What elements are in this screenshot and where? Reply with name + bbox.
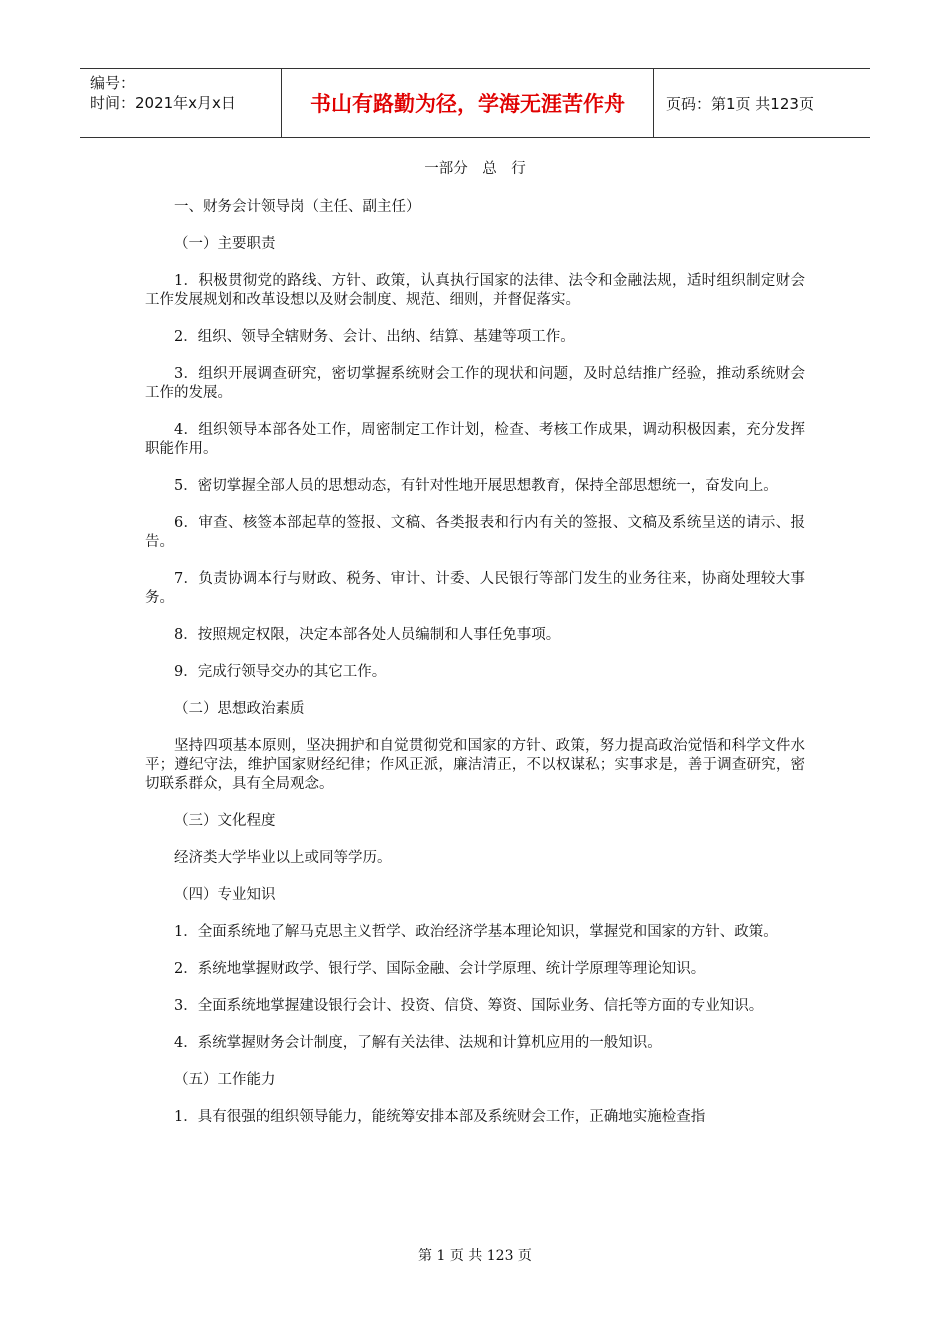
header-page-info: 页码：第1页 共123页 bbox=[666, 94, 814, 113]
document-number-label: 编号： bbox=[90, 74, 136, 92]
duty-item: 1．积极贯彻党的路线、方针、政策，认真执行国家的法律、法令和金融法规，适时组织制定财会工作发展规划和改革设想以及财会制度、规范、细则，并督促落实。 bbox=[145, 273, 805, 308]
knowledge-item: 3．全面系统地掌握建设银行会计、投资、信贷、筹资、国际业务、信托等方面的专业知识。 bbox=[174, 998, 764, 1014]
page-header bbox=[80, 68, 870, 138]
body-paragraph: 坚持四项基本原则，坚决拥护和自觉贯彻党和国家的方针、政策，努力提高政治觉悟和科学文件水平；遵纪守法，维护国家财经纪律；作风正派，廉洁清正，不以权谋私；实事求是，善于调查研究，密切联系群众，具有全局观念。 bbox=[145, 738, 805, 792]
document-date: 时间：2021年x月x日 bbox=[90, 94, 236, 112]
duty-item: 2．组织、领导全辖财务、会计、出纳、结算、基建等项工作。 bbox=[174, 329, 575, 345]
duty-item: 8．按照规定权限，决定本部各处人员编制和人事任免事项。 bbox=[174, 627, 561, 643]
knowledge-item: 1．全面系统地了解马克思主义哲学、政治经济学基本理论知识，掌握党和国家的方针、政策。 bbox=[174, 924, 778, 940]
duty-item: 9．完成行领导交办的其它工作。 bbox=[174, 664, 387, 680]
knowledge-item: 2．系统地掌握财政学、银行学、国际金融、会计学原理、统计学原理等理论知识。 bbox=[174, 961, 706, 977]
duty-item: 4．组织领导本部各处工作，周密制定工作计划，检查、考核工作成果，调动积极因素，充分发挥职能作用。 bbox=[145, 422, 805, 457]
duty-item: 5．密切掌握全部人员的思想动态，有针对性地开展思想教育，保持全部思想统一，奋发向上。 bbox=[174, 478, 778, 494]
header-motto: 书山有路勤为径，学海无涯苦作舟 bbox=[281, 69, 654, 137]
duty-item: 3．组织开展调查研究，密切掌握系统财会工作的现状和问题，及时总结推广经验，推动系统财会工作的发展。 bbox=[145, 366, 805, 401]
subheading: （一）主要职责 bbox=[174, 236, 276, 252]
heading-level1: 一、财务会计领导岗（主任、副主任） bbox=[174, 199, 421, 215]
duty-item: 6．审查、核签本部起草的签报、文稿、各类报表和行内有关的签报、文稿及系统呈送的请示、报告。 bbox=[145, 515, 805, 550]
document-body bbox=[145, 158, 805, 1145]
section-title: 一部分 总 行 bbox=[424, 161, 526, 177]
knowledge-item: 4．系统掌握财务会计制度，了解有关法律、法规和计算机应用的一般知识。 bbox=[174, 1035, 662, 1051]
body-paragraph: 经济类大学毕业以上或同等学历。 bbox=[174, 850, 392, 866]
subheading: （三）文化程度 bbox=[174, 813, 276, 829]
duty-item: 7．负责协调本行与财政、税务、审计、计委、人民银行等部门发生的业务往来，协商处理较大事务。 bbox=[145, 571, 805, 606]
page-footer: 第 1 页 共 123 页 bbox=[418, 1248, 532, 1264]
header-meta bbox=[90, 73, 236, 113]
subheading: （四）专业知识 bbox=[174, 887, 276, 903]
subheading: （五）工作能力 bbox=[174, 1072, 276, 1088]
ability-item: 1．具有很强的组织领导能力，能统筹安排本部及系统财会工作，正确地实施检查指 bbox=[174, 1109, 706, 1125]
subheading: （二）思想政治素质 bbox=[174, 701, 305, 717]
